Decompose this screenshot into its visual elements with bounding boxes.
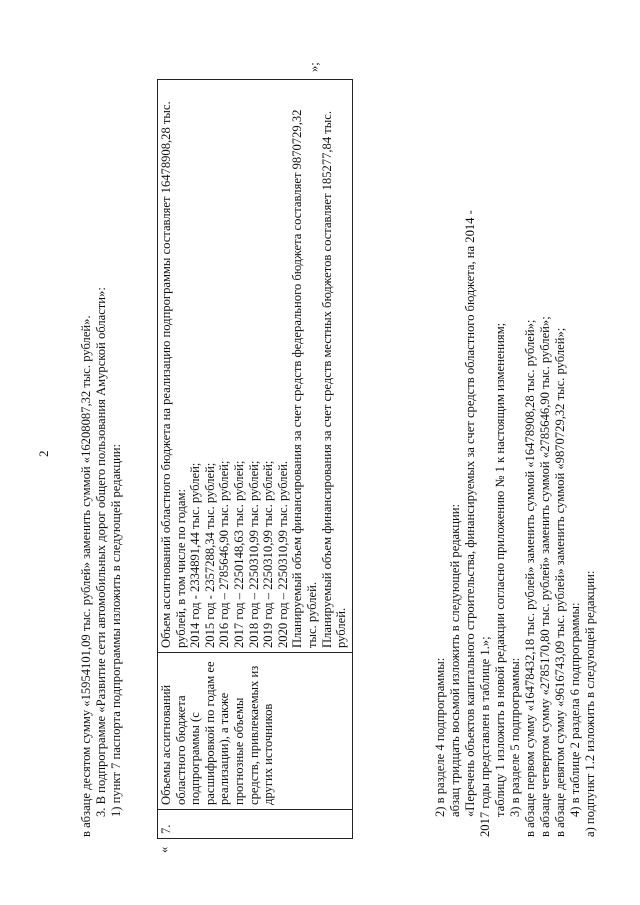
text-line: а) подпункт 1.2 изложить в следующей редакции:	[583, 570, 597, 837]
text-line: таблицу 1 изложить в новой редакции согласно приложению № 1 к настоящим изменениям;	[493, 322, 507, 817]
value-line: 2015 год - 2357288,34 тыс. рублей;	[202, 462, 217, 648]
text-line: в абзаце десятом сумму «15954101,09 тыс. рублей» заменить суммой «16208087,32 тыс. рублей».	[79, 315, 93, 837]
text-line: абзац тридцать восьмой изложить в следующей редакции:	[448, 504, 462, 817]
page-number: 2	[36, 450, 51, 457]
value-line: 2020 год – 2250310,99 тыс. рублей.	[275, 460, 290, 648]
row-name: Объемы ассигнований областного бюджета подпрограммы (с расшифровкой по годам ее реализации), а также прогнозные объемы средств, привлекаемых из других источников	[158, 653, 353, 810]
text-line: в абзаце первом сумму «16478432,18 тыс. рублей» заменить суммой «16478908,28 тыс. рублей»;	[523, 319, 537, 837]
value-line: 2016 год – 2785646,90 тыс. рублей;	[217, 460, 232, 648]
value-line: Планируемый объем финансирования за счет средств местных бюджетов составляет 185277,84 тыс. рублей.	[319, 110, 349, 648]
text-line: 4) в таблице 2 раздела 6 подпрограммы:	[568, 602, 582, 817]
passport-table	[157, 79, 353, 839]
text-line: 3. В подпрограмме «Развитие сети автомобильных дорог общего пользования Амурской области»:	[94, 287, 108, 817]
row-value	[158, 80, 353, 653]
quote-close: »;	[307, 62, 321, 72]
value-line: 2019 год – 2250310,99 тыс. рублей;	[261, 460, 276, 648]
value-line: Объем ассигнований областного бюджета на реализацию подпрограммы составляет 16478908,28 тыс. рублей, в том числе по годам:	[159, 101, 188, 648]
text-line: 3) в разделе 5 подпрограммы:	[508, 657, 522, 817]
text-line: в абзаце девятом сумму «9616743,09 тыс. рублей» заменить суммой «9870729,32 тыс. рублей»;	[553, 327, 567, 837]
row-number: 7.	[158, 810, 353, 839]
quote-open: «	[157, 846, 171, 853]
value-line: 2014 год - 2334891,44 тыс. рублей;	[188, 462, 203, 648]
text-line: «Перечень объектов капитального строительства, финансируемых за счет средств областного бюджета, на 2014 -	[463, 210, 477, 817]
table-row	[158, 80, 353, 839]
text-line: в абзаце четвертом сумму «2785170,80 тыс. рублей» заменить суммой «2785646,90 тыс. рублей»;	[538, 316, 552, 837]
value-line: 2017 год – 2250148,63 тыс. рублей;	[231, 460, 246, 648]
text-line: 2) в разделе 4 подпрограммы:	[433, 657, 447, 817]
value-line: 2018 год – 2250310,99 тыс. рублей;	[246, 460, 261, 648]
text-line: 2017 годы представлен в таблице 1.»;	[478, 636, 492, 837]
text-line: 1) пункт 7 паспорта подпрограммы изложить в следующей редакции:	[109, 443, 123, 817]
value-line: Планируемый объем финансирования за счет средств федерального бюджета составляет 9870729,32 тыс. рублей.	[290, 109, 319, 648]
rotated-content	[15, 17, 625, 887]
